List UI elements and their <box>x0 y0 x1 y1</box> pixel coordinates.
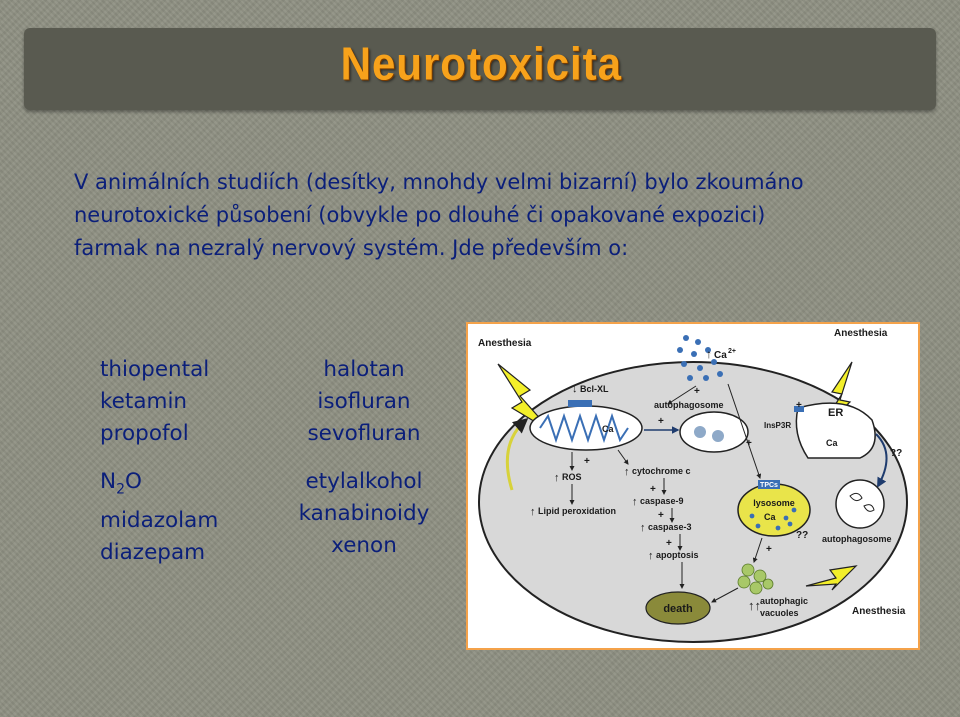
vacuoles-label: vacuoles <box>760 608 799 618</box>
anesthesia-mechanism-figure <box>466 322 920 650</box>
er-label: ER <box>828 407 844 419</box>
svg-text:+: + <box>658 416 664 427</box>
drug-item: diazepam <box>100 540 206 566</box>
svg-text:↑: ↑ <box>706 347 712 361</box>
svg-text:↓: ↓ <box>572 383 578 395</box>
intro-paragraph: V animálních studiích (desítky, mnohdy velmi bizarní) bylo zkoumáno neurotoxické působení (obvykle po dlouhé či opakované expozici) farmak na nezralý nervový systém. Jde především o: <box>74 170 804 260</box>
cytochrome-c-label: cytochrome c <box>632 466 691 476</box>
calcium-superscript: 2+ <box>728 348 736 355</box>
svg-text:↑: ↑ <box>648 550 654 562</box>
autophagic-label: autophagic <box>760 596 809 606</box>
svg-text:↑: ↑ <box>624 466 630 478</box>
lysosome-label: lysosome <box>753 498 795 508</box>
drug-item: etylalkohol <box>305 469 423 494</box>
bcl-xl-label: Bcl-XL <box>580 384 609 394</box>
svg-text:+: + <box>694 386 700 397</box>
svg-text:↑: ↑ <box>554 472 560 484</box>
calcium-label: Ca <box>714 350 727 361</box>
death-label: death <box>663 603 693 615</box>
drug-list-column-2 <box>280 354 448 562</box>
autophagosome-right-label: autophagosome <box>822 534 892 544</box>
title-bar <box>24 28 936 110</box>
caspase-9-label: caspase-9 <box>640 496 684 506</box>
drug-item: kanabinoidy <box>298 501 430 526</box>
apoptosis-label: apoptosis <box>656 550 699 560</box>
drug-item: midazolam <box>100 508 219 534</box>
insp3r-label: InsP3R <box>764 421 792 430</box>
n2o-rest: O <box>125 469 142 494</box>
svg-text:+: + <box>766 544 772 555</box>
n2o-main: N <box>100 469 117 494</box>
drug-item: ketamin <box>100 389 188 414</box>
drug-item: xenon <box>331 533 397 558</box>
tpcs-label: TPCs <box>760 482 778 489</box>
autophagosome-label: autophagosome <box>654 400 724 410</box>
ros-label: ROS <box>562 472 582 482</box>
bcl-xl-channel <box>568 400 592 407</box>
lysosome <box>738 484 810 536</box>
drug-list-column-1 <box>100 354 218 569</box>
drug-item: propofol <box>100 421 189 446</box>
drug-item: sevofluran <box>307 421 421 446</box>
anesthesia-label: Anesthesia <box>834 328 888 339</box>
anesthesia-label: Anesthesia <box>852 606 906 617</box>
n2o-subscript: 2 <box>116 481 126 498</box>
er-calcium-label: Ca <box>826 438 838 448</box>
svg-text:+: + <box>584 456 590 467</box>
unknown-marker: ?? <box>890 448 903 459</box>
svg-text:+: + <box>650 484 656 495</box>
svg-text:+: + <box>796 400 802 411</box>
caspase-3-label: caspase-3 <box>648 522 692 532</box>
autophagosome-right <box>836 480 884 528</box>
drug-item-n2o <box>100 466 218 505</box>
anesthesia-label: Anesthesia <box>478 338 532 349</box>
mechanism-diagram <box>468 324 918 648</box>
drug-item: halotan <box>323 357 405 382</box>
svg-text:+: + <box>666 538 672 549</box>
mitochondrion <box>530 406 642 450</box>
drug-item: isofluran <box>317 389 411 414</box>
svg-text:↑: ↑ <box>632 496 638 508</box>
lipid-peroxidation-label: Lipid peroxidation <box>538 506 616 516</box>
drug-item: thiopental <box>100 357 210 382</box>
slide-title: Neurotoxicita <box>340 37 622 90</box>
svg-text:↑: ↑ <box>640 522 646 534</box>
unknown-marker: ?? <box>796 530 809 541</box>
svg-text:+: + <box>746 438 752 449</box>
svg-text:+: + <box>658 510 664 521</box>
lysosome-calcium-label: Ca <box>764 512 776 522</box>
svg-text:↑↑: ↑↑ <box>748 598 761 613</box>
svg-text:↑: ↑ <box>530 506 536 518</box>
mito-calcium-label: Ca <box>602 424 614 434</box>
